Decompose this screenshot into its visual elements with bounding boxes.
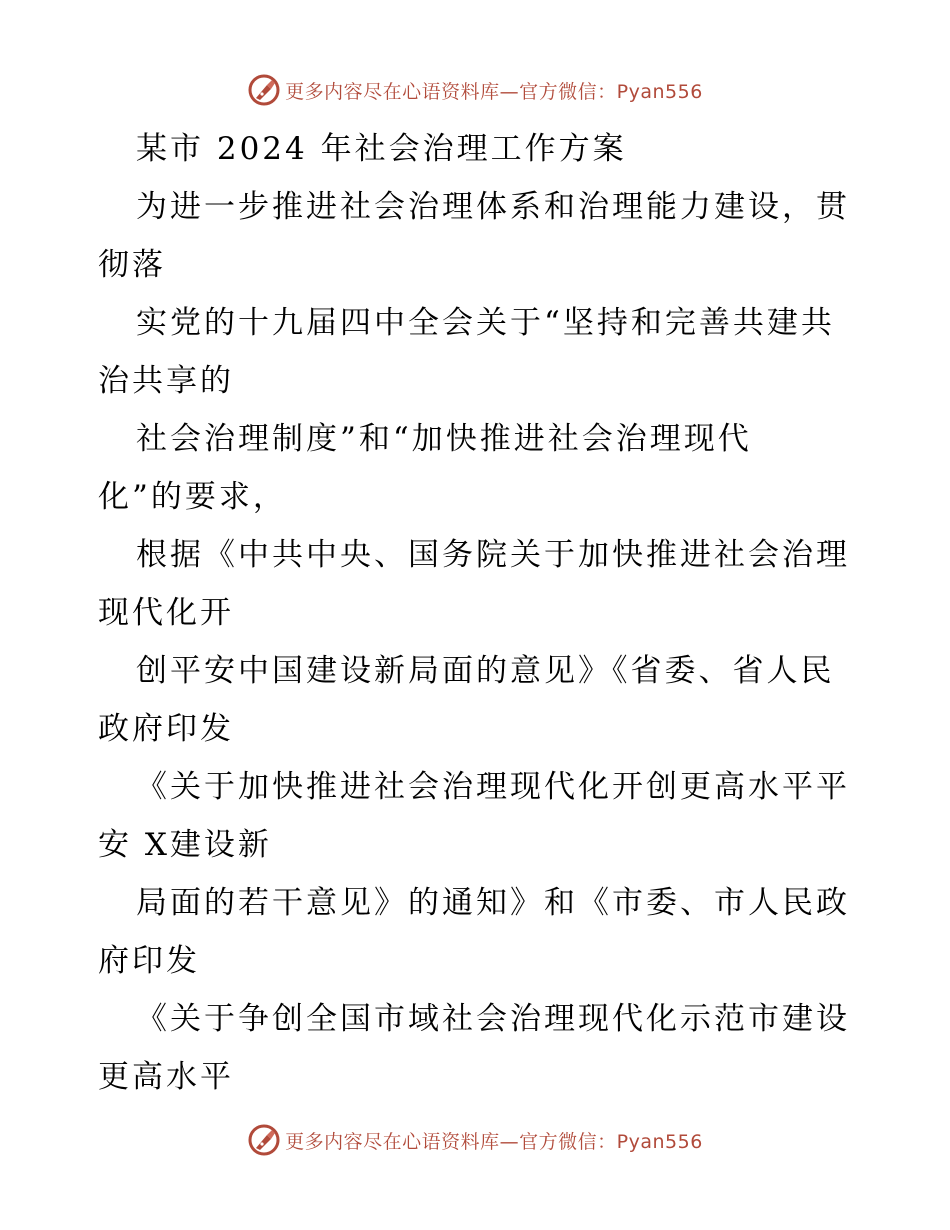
- text-line: 根据《中共中央、国务院关于加快推进社会治理: [136, 537, 850, 573]
- text-line: 彻落: [98, 247, 166, 283]
- text-line: 治共享的: [98, 363, 234, 399]
- document-body: [98, 120, 858, 1106]
- text-line: 化”的要求，: [98, 479, 287, 515]
- pen-nib-logo-icon: [247, 73, 281, 107]
- footer-watermark: [0, 1120, 950, 1160]
- text-line: 府印发: [98, 943, 200, 979]
- watermark-text: 更多内容尽在心语资料库—官方微信：Pyan556: [285, 80, 703, 103]
- pen-nib-logo-icon: [247, 1123, 281, 1157]
- header-watermark: [0, 70, 950, 110]
- text-line: 为进一步推进社会治理体系和治理能力建设，贯: [136, 189, 850, 225]
- text-line: 安 X建设新: [98, 827, 272, 863]
- text-line: 现代化开: [98, 595, 234, 631]
- document-title: 某市 2024 年社会治理工作方案: [136, 131, 627, 167]
- text-line: 《关于加快推进社会治理现代化开创更高水平平: [136, 769, 850, 805]
- watermark-text: 更多内容尽在心语资料库—官方微信：Pyan556: [285, 1130, 703, 1153]
- text-line: 更高水平: [98, 1059, 234, 1095]
- text-line: 社会治理制度”和“加快推进社会治理现代: [136, 421, 752, 457]
- text-line: 《关于争创全国市域社会治理现代化示范市建设: [136, 1001, 850, 1037]
- text-line: 政府印发: [98, 711, 234, 747]
- text-line: 创平安中国建设新局面的意见》《省委、省人民: [136, 653, 835, 689]
- text-line: 局面的若干意见》的通知》和《市委、市人民政: [136, 885, 850, 921]
- text-line: 实党的十九届四中全会关于“坚持和完善共建共: [136, 305, 835, 341]
